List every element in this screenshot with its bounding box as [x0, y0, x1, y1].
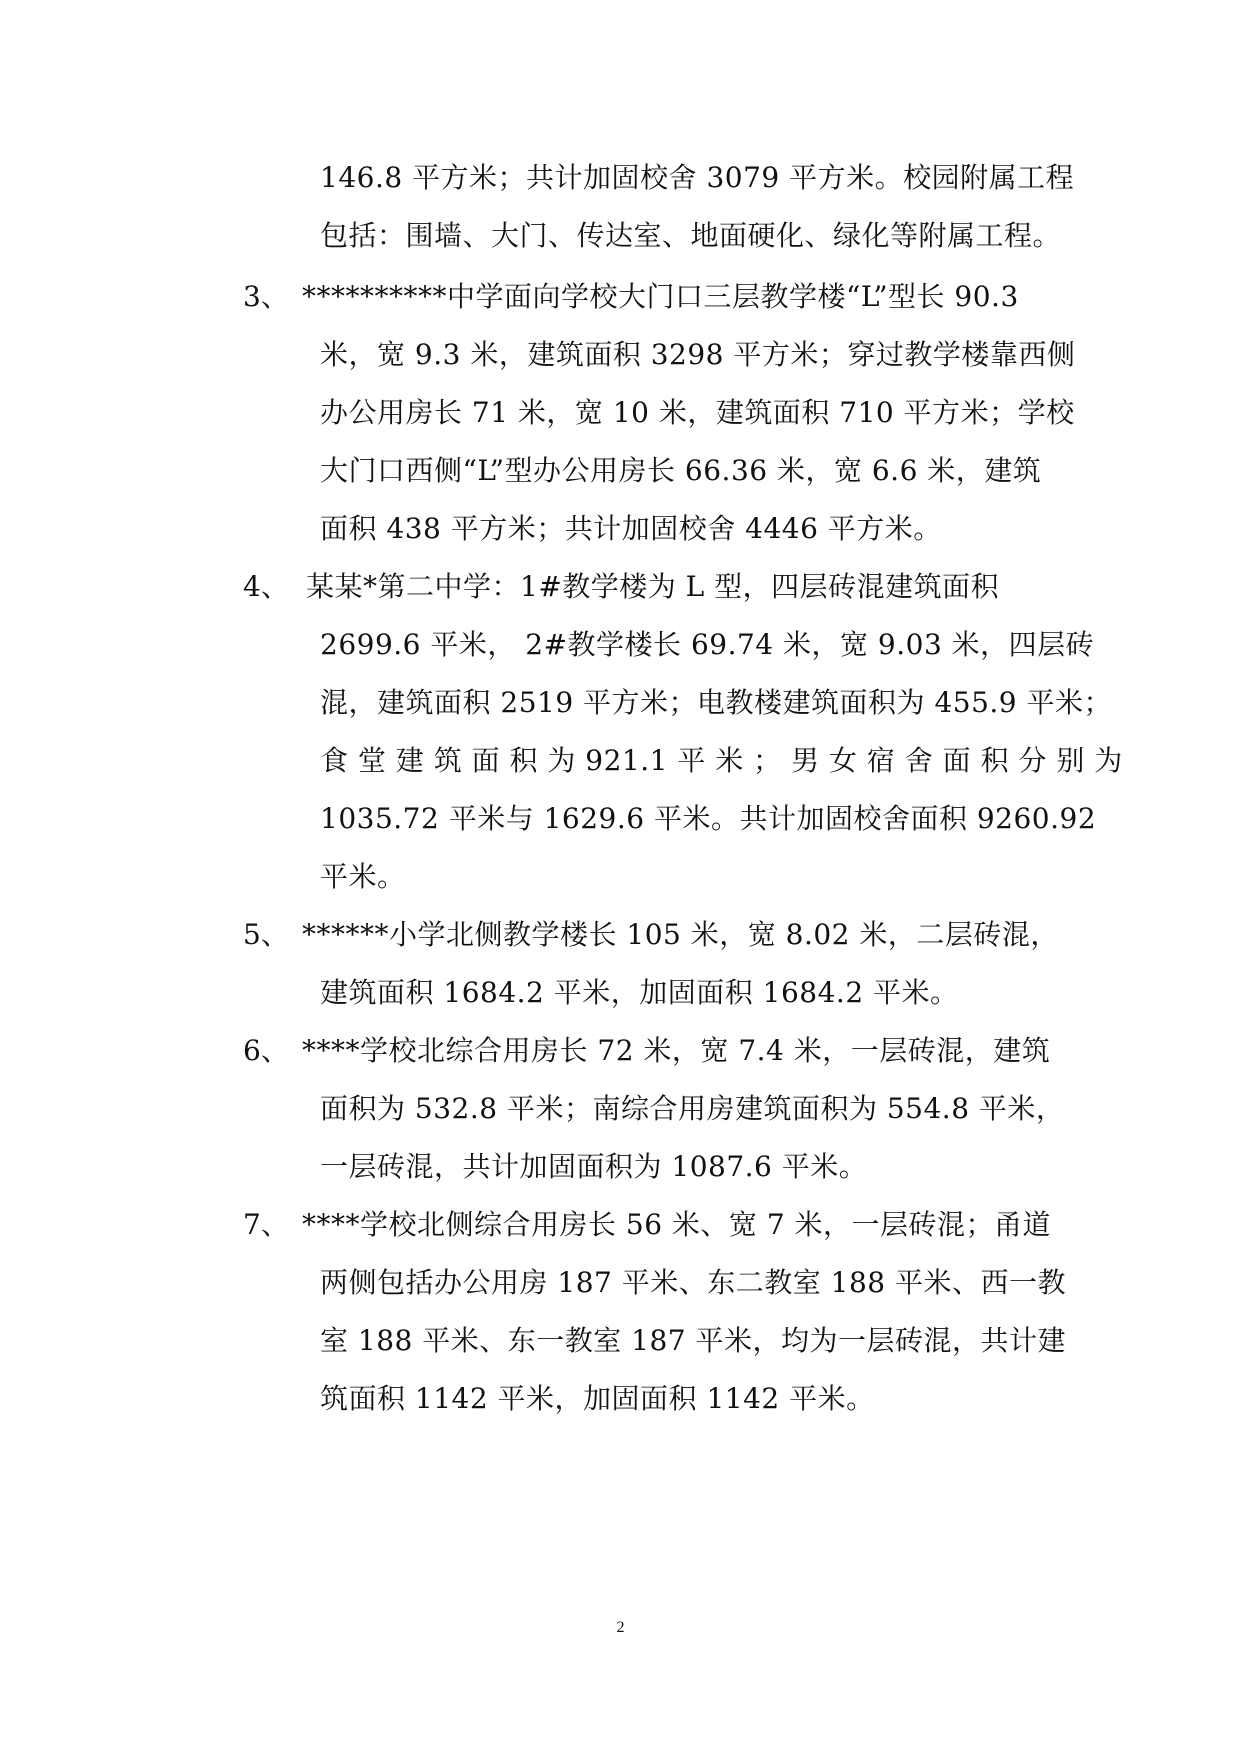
- item-3-line-4: 大门口西侧“L”型办公用房长 66.36 米，宽 6.6 米，建筑: [320, 454, 1042, 487]
- item-7-number: 7、: [243, 1208, 289, 1241]
- item-6-line-3: 一层砖混，共计加固面积为 1087.6 平米。: [320, 1150, 868, 1183]
- item-3-line-1: **********中学面向学校大门口三层教学楼“L”型长 90.3: [302, 280, 1019, 313]
- item-3-number: 3、: [243, 280, 289, 313]
- item-4-line-2: 2699.6 平米， 2#教学楼长 69.74 米，宽 9.03 米，四层砖: [320, 628, 1095, 661]
- item-3-line-3: 办公用房长 71 米，宽 10 米，建筑面积 710 平方米；学校: [320, 396, 1075, 429]
- item-7-line-4: 筑面积 1142 平米，加固面积 1142 平米。: [320, 1382, 875, 1415]
- item-6-number: 6、: [243, 1034, 289, 1067]
- item-4-line-3: 混，建筑面积 2519 平方米；电教楼建筑面积为 455.9 平米；: [320, 686, 1113, 719]
- item-5-line-1: ******小学北侧教学楼长 105 米，宽 8.02 米，二层砖混，: [302, 918, 1059, 951]
- item-6-line-2: 面积为 532.8 平米；南综合用房建筑面积为 554.8 平米，: [320, 1092, 1065, 1125]
- item-4-line-1: 某某*第二中学：1#教学楼为 L 型，四层砖混建筑面积: [306, 570, 1000, 603]
- item-4-line-5: 1035.72 平米与 1629.6 平米。共计加固校舍面积 9260.92: [320, 802, 1097, 835]
- item-7-line-1: ****学校北侧综合用房长 56 米、宽 7 米，一层砖混；甬道: [302, 1208, 1052, 1241]
- item-4-line-4: 食 堂 建 筑 面 积 为 921.1 平 米 ； 男 女 宿 舍 面 积 分 别 为: [320, 744, 1123, 777]
- page-number: 2: [616, 1619, 625, 1636]
- continuation-line-1: 146.8 平方米；共计加固校舍 3079 平方米。校园附属工程: [320, 161, 1075, 194]
- item-7-line-3: 室 188 平米、东一教室 187 平米，均为一层砖混，共计建: [320, 1324, 1066, 1357]
- item-4-line-6: 平米。: [320, 860, 406, 893]
- item-5-number: 5、: [243, 918, 289, 951]
- item-5-line-2: 建筑面积 1684.2 平米，加固面积 1684.2 平米。: [320, 976, 959, 1009]
- item-3-line-5: 面积 438 平方米；共计加固校舍 4446 平方米。: [320, 512, 942, 545]
- item-7-line-2: 两侧包括办公用房 187 平米、东二教室 188 平米、西一教: [320, 1266, 1066, 1299]
- continuation-line-2: 包括：围墙、大门、传达室、地面硬化、绿化等附属工程。: [320, 219, 1062, 252]
- item-6-line-1: ****学校北综合用房长 72 米，宽 7.4 米，一层砖混，建筑: [302, 1034, 1051, 1067]
- item-3-line-2: 米，宽 9.3 米，建筑面积 3298 平方米；穿过教学楼靠西侧: [320, 338, 1076, 371]
- item-4-number: 4、: [243, 570, 289, 603]
